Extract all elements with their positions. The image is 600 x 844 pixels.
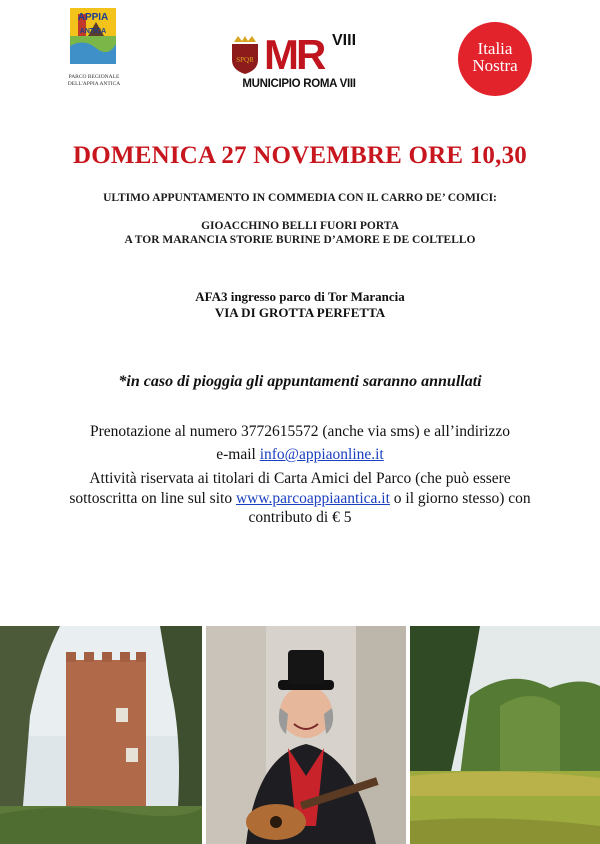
membership-note-line3: contributo di € 5 bbox=[248, 509, 352, 526]
note-line2-after: o il giorno stesso) con bbox=[389, 490, 531, 507]
italia-nostra-line1: Italia bbox=[477, 39, 513, 58]
membership-note-line1: Attività riservata ai titolari di Carta Amici del Parco (che può essere bbox=[89, 470, 511, 487]
email-link[interactable]: info@appiaonline.it bbox=[259, 446, 384, 463]
municipio-label: MUNICIPIO ROMA VIII bbox=[242, 78, 356, 90]
event-headline: DOMENICA 27 NOVEMBRE ORE 10,30 bbox=[73, 142, 527, 169]
appia-caption-line1: PARCO REGIONALE bbox=[68, 74, 120, 80]
actor-photo bbox=[206, 626, 406, 844]
location-line1: AFA3 ingresso parco di Tor Marancia bbox=[195, 289, 405, 304]
tower-photo bbox=[0, 626, 202, 844]
municipio-letters: MR bbox=[264, 31, 324, 78]
location-line2: VIA DI GROTTA PERFETTA bbox=[214, 305, 386, 320]
booking-phone-line: Prenotazione al numero 3772615572 (anche via sms) e all’indirizzo bbox=[89, 423, 511, 440]
parco-appia-antica-logo bbox=[60, 6, 128, 92]
svg-text:SPQR: SPQR bbox=[236, 56, 254, 64]
membership-note-line2 bbox=[0, 490, 600, 508]
municipio-roma-logo bbox=[226, 28, 372, 96]
municipio-roman-number: VIII bbox=[332, 32, 357, 49]
park-photo bbox=[410, 626, 600, 844]
email-prefix: e-mail bbox=[216, 446, 260, 463]
note-line2-before: sottoscritta on line sul sito bbox=[69, 490, 236, 507]
show-title-line2: A TOR MARANCIA STORIE BURINE D’AMORE E DE COLTELLO bbox=[124, 234, 476, 246]
italia-nostra-line2: Nostra bbox=[472, 56, 518, 75]
rain-notice: *in caso di pioggia gli appuntamenti saranno annullati bbox=[118, 373, 482, 390]
show-title-line1: GIOACCHINO BELLI FUORI PORTA bbox=[201, 220, 399, 232]
event-subtitle: ULTIMO APPUNTAMENTO IN COMMEDIA CON IL CARRO DE’ COMICI: bbox=[103, 192, 497, 204]
italia-nostra-logo bbox=[458, 22, 532, 96]
booking-email-line bbox=[0, 446, 600, 464]
svg-text:APPIA: APPIA bbox=[77, 12, 109, 23]
roma-shield-icon bbox=[230, 36, 260, 74]
website-link[interactable]: www.parcoappiaantica.it bbox=[235, 490, 390, 507]
svg-text:ANTICA: ANTICA bbox=[79, 28, 107, 35]
appia-antica-emblem-icon bbox=[66, 6, 120, 70]
appia-caption-line2: DELL'APPIA ANTICA bbox=[67, 81, 121, 87]
